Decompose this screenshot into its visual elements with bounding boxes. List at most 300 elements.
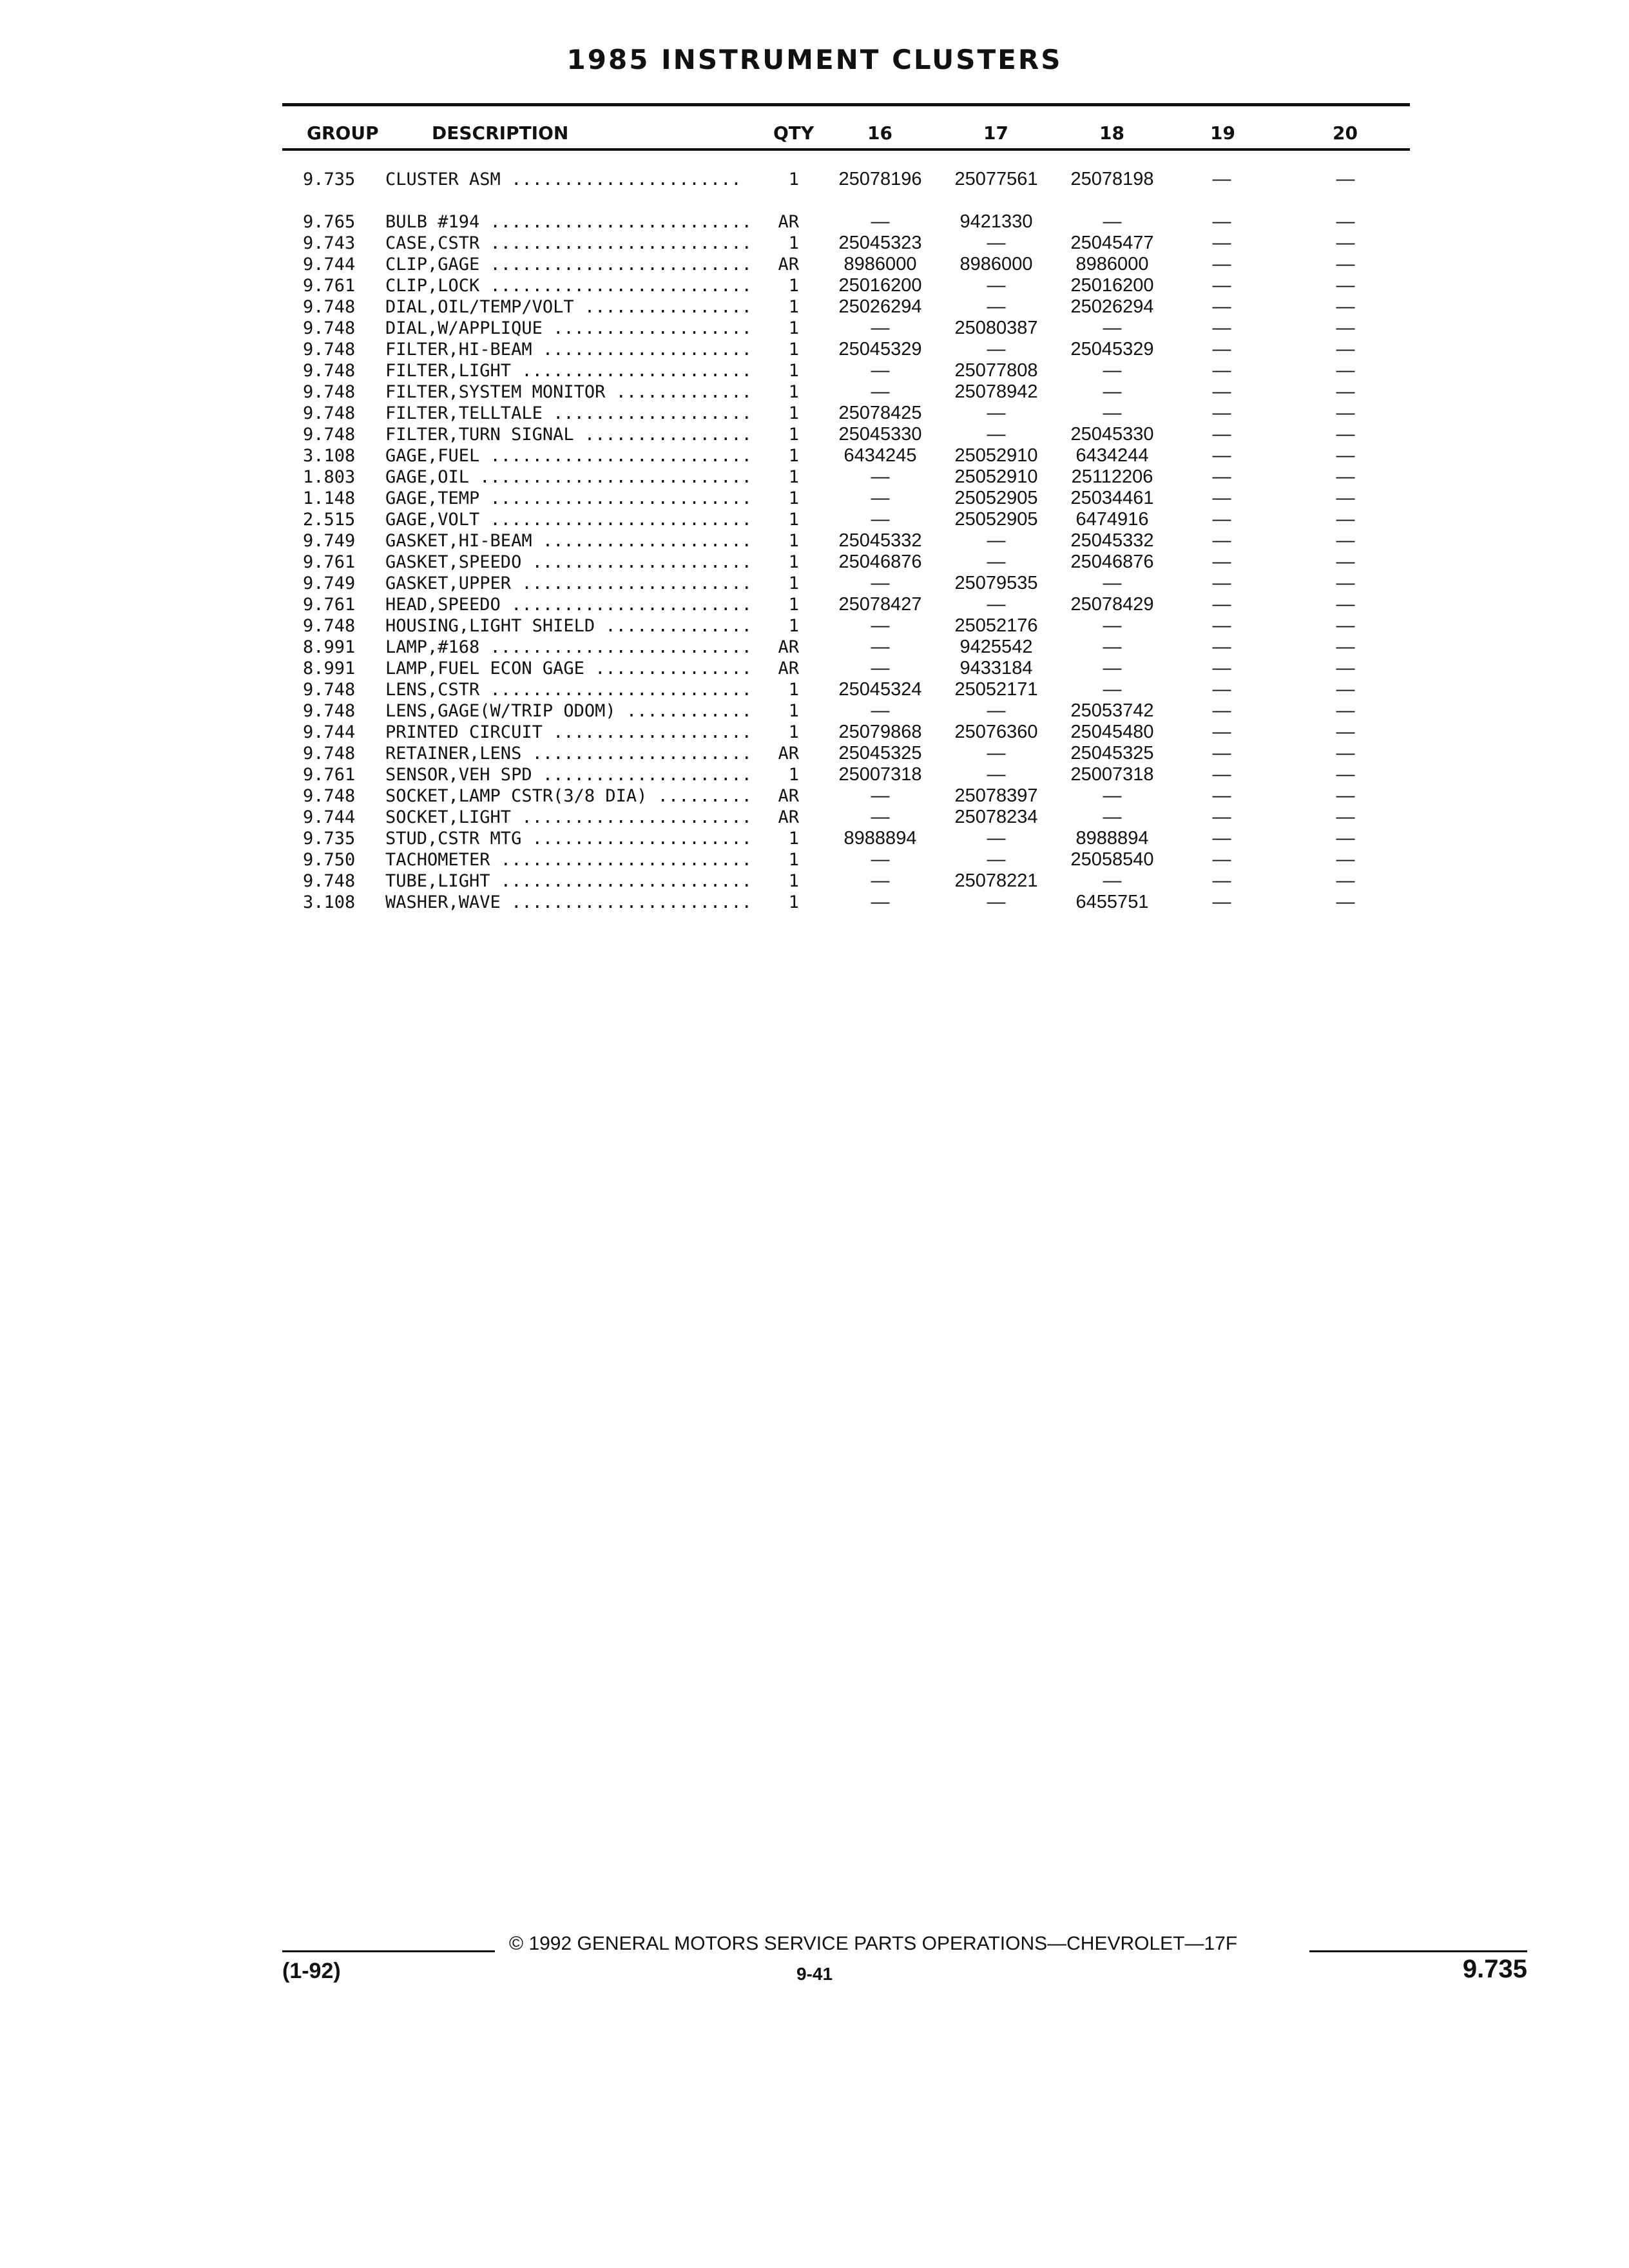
part-col-17: 25079535 — [954, 573, 1038, 593]
part-col-16: 25078425 — [838, 403, 922, 423]
part-col-18: 25046876 — [1070, 552, 1154, 572]
part-col-17: 25078221 — [954, 870, 1038, 891]
part-col-16: 25046876 — [838, 552, 922, 572]
part-group: 9.748 — [303, 680, 356, 700]
table-row — [0, 870, 1629, 892]
part-col-19: — — [1212, 679, 1231, 700]
part-col-18: — — [1103, 381, 1122, 402]
part-group: 3.108 — [303, 892, 356, 912]
part-col-16: — — [871, 700, 890, 721]
table-row — [0, 573, 1629, 594]
part-col-18: — — [1103, 637, 1122, 657]
part-col-18: 25053742 — [1070, 700, 1154, 721]
part-col-20: — — [1336, 254, 1355, 274]
part-col-19: — — [1212, 275, 1231, 296]
part-qty: 1 — [788, 361, 799, 381]
part-group: 9.744 — [303, 722, 356, 742]
part-col-17: — — [987, 403, 1006, 423]
part-description: LAMP,#168 ......................... — [385, 637, 752, 657]
part-col-16: 25045330 — [838, 424, 922, 445]
part-col-17: — — [987, 296, 1006, 317]
part-group: 9.735 — [303, 169, 356, 189]
part-col-18: 25112206 — [1071, 466, 1153, 487]
table-row — [0, 594, 1629, 615]
part-col-20: — — [1336, 169, 1355, 189]
part-col-17: — — [987, 892, 1006, 912]
part-col-17: — — [987, 849, 1006, 870]
table-row — [0, 509, 1629, 530]
part-col-18: 6434244 — [1075, 445, 1149, 466]
part-col-19: — — [1212, 828, 1231, 849]
part-col-17: 9421330 — [959, 211, 1033, 232]
part-col-17: — — [987, 530, 1006, 551]
part-col-18: 25078429 — [1070, 594, 1154, 615]
table-row — [0, 169, 1629, 190]
part-group: 9.749 — [303, 573, 356, 593]
part-description: HOUSING,LIGHT SHIELD .............. — [385, 616, 752, 636]
part-col-17: 25052171 — [954, 679, 1038, 700]
part-col-18: 25034461 — [1070, 488, 1154, 508]
part-col-16: 25045323 — [838, 233, 922, 253]
part-qty: 1 — [788, 467, 799, 487]
table-row — [0, 785, 1629, 807]
part-col-20: — — [1336, 424, 1355, 445]
part-qty: 1 — [788, 616, 799, 636]
part-col-17: 25080387 — [954, 318, 1038, 338]
part-col-17: — — [987, 275, 1006, 296]
part-col-16: 6434245 — [843, 445, 917, 466]
part-col-18: 6474916 — [1075, 509, 1149, 530]
part-col-16: — — [871, 785, 890, 806]
part-qty: 1 — [788, 318, 799, 338]
part-col-18: 25058540 — [1070, 849, 1154, 870]
part-col-20: — — [1336, 403, 1355, 423]
part-col-18: — — [1103, 403, 1122, 423]
part-description: LENS,CSTR ......................... — [385, 680, 752, 700]
part-col-20: — — [1336, 552, 1355, 572]
part-col-17: — — [987, 594, 1006, 615]
table-row — [0, 254, 1629, 275]
part-group: 9.748 — [303, 297, 356, 317]
part-col-17: 25078942 — [954, 381, 1038, 402]
part-col-19: — — [1212, 743, 1231, 764]
part-col-20: — — [1336, 488, 1355, 508]
part-col-18: 25007318 — [1070, 764, 1154, 785]
part-col-18: 25045477 — [1070, 233, 1154, 253]
part-col-19: — — [1212, 339, 1231, 360]
part-col-16: — — [871, 318, 890, 338]
part-col-20: — — [1336, 764, 1355, 785]
part-group: 9.748 — [303, 382, 356, 402]
part-col-19: — — [1212, 381, 1231, 402]
part-col-19: — — [1212, 700, 1231, 721]
part-col-20: — — [1336, 573, 1355, 593]
header-qty: QTY — [773, 122, 815, 144]
part-qty: 1 — [788, 340, 799, 360]
part-qty: AR — [778, 807, 799, 827]
part-col-18: 25045325 — [1070, 743, 1154, 764]
part-col-20: — — [1336, 658, 1355, 678]
part-col-17: 25078234 — [954, 807, 1038, 827]
part-col-18: 6455751 — [1075, 892, 1149, 912]
header-col-19: 19 — [1210, 122, 1235, 144]
part-description: DIAL,W/APPLIQUE ................... — [385, 318, 752, 338]
part-col-16: 25078427 — [838, 594, 922, 615]
part-col-18: 25026294 — [1070, 296, 1154, 317]
part-qty: AR — [778, 658, 799, 678]
table-row — [0, 807, 1629, 828]
part-col-16: — — [871, 870, 890, 891]
table-row — [0, 892, 1629, 913]
part-col-16: — — [871, 509, 890, 530]
part-col-16: 25045324 — [838, 679, 922, 700]
part-qty: 1 — [788, 403, 799, 423]
part-col-16: 25007318 — [838, 764, 922, 785]
part-description: SOCKET,LAMP CSTR(3/8 DIA) ......... — [385, 786, 752, 806]
part-group: 9.744 — [303, 807, 356, 827]
part-col-18: 25045332 — [1070, 530, 1154, 551]
part-group: 9.749 — [303, 531, 356, 551]
part-col-20: — — [1336, 785, 1355, 806]
part-description: FILTER,SYSTEM MONITOR ............. — [385, 382, 752, 402]
part-qty: 1 — [788, 850, 799, 870]
part-group: 9.744 — [303, 255, 356, 274]
part-qty: 1 — [788, 488, 799, 508]
part-description: SOCKET,LIGHT ...................... — [385, 807, 752, 827]
part-col-16: 25026294 — [838, 296, 922, 317]
part-group: 9.748 — [303, 318, 356, 338]
table-row — [0, 403, 1629, 424]
part-col-17: 8986000 — [959, 254, 1033, 274]
table-row — [0, 530, 1629, 552]
part-col-20: — — [1336, 339, 1355, 360]
part-qty: AR — [778, 744, 799, 764]
part-description: FILTER,LIGHT ...................... — [385, 361, 752, 381]
part-col-20: — — [1336, 892, 1355, 912]
part-col-16: — — [871, 615, 890, 636]
part-col-18: 25016200 — [1070, 275, 1154, 296]
part-col-16: — — [871, 637, 890, 657]
part-qty: 1 — [788, 233, 799, 253]
part-col-19: — — [1212, 573, 1231, 593]
part-col-17: — — [987, 700, 1006, 721]
part-col-16: 25045325 — [838, 743, 922, 764]
part-group: 9.748 — [303, 701, 356, 721]
part-col-19: — — [1212, 530, 1231, 551]
part-col-18: 8988894 — [1075, 828, 1149, 849]
part-col-19: — — [1212, 892, 1231, 912]
part-col-17: 25052176 — [954, 615, 1038, 636]
part-description: CLIP,LOCK ......................... — [385, 276, 752, 296]
part-col-17: — — [987, 233, 1006, 253]
part-description: FILTER,TURN SIGNAL ................ — [385, 425, 752, 445]
table-row — [0, 722, 1629, 743]
table-row — [0, 381, 1629, 403]
part-col-19: — — [1212, 254, 1231, 274]
part-col-18: — — [1103, 360, 1122, 381]
part-col-20: — — [1336, 743, 1355, 764]
table-row — [0, 743, 1629, 764]
table-row — [0, 296, 1629, 318]
footer-rule-right — [1309, 1950, 1527, 1952]
part-col-17: 25052905 — [954, 509, 1038, 530]
header-rule — [282, 148, 1410, 151]
header-col-16: 16 — [867, 122, 892, 144]
part-description: FILTER,TELLTALE ................... — [385, 403, 752, 423]
part-group: 9.761 — [303, 765, 356, 785]
part-col-16: — — [871, 658, 890, 678]
table-row — [0, 637, 1629, 658]
part-col-16: — — [871, 849, 890, 870]
part-col-17: 25052910 — [954, 466, 1038, 487]
part-col-19: — — [1212, 615, 1231, 636]
table-row — [0, 700, 1629, 722]
part-col-19: — — [1212, 594, 1231, 615]
table-row — [0, 424, 1629, 445]
part-col-19: — — [1212, 318, 1231, 338]
part-col-16: 25045329 — [838, 339, 922, 360]
part-col-20: — — [1336, 828, 1355, 849]
part-col-16: — — [871, 466, 890, 487]
part-description: TACHOMETER ........................ — [385, 850, 752, 870]
part-col-19: — — [1212, 445, 1231, 466]
part-description: GAGE,FUEL ......................... — [385, 446, 752, 466]
table-row — [0, 360, 1629, 381]
part-group: 3.108 — [303, 446, 356, 466]
part-group: 9.761 — [303, 276, 356, 296]
top-rule — [282, 103, 1410, 106]
part-col-16: 25016200 — [838, 275, 922, 296]
part-col-20: — — [1336, 615, 1355, 636]
part-col-17: — — [987, 424, 1006, 445]
part-col-18: 25045480 — [1070, 722, 1154, 742]
part-col-20: — — [1336, 637, 1355, 657]
table-row — [0, 849, 1629, 870]
part-group: 9.765 — [303, 212, 356, 232]
part-col-18: — — [1103, 870, 1122, 891]
part-group: 9.748 — [303, 425, 356, 445]
part-col-19: — — [1212, 488, 1231, 508]
part-group: 8.991 — [303, 637, 356, 657]
part-col-19: — — [1212, 870, 1231, 891]
table-row — [0, 679, 1629, 700]
part-col-19: — — [1212, 169, 1231, 189]
part-group: 9.735 — [303, 829, 356, 849]
part-col-16: — — [871, 807, 890, 827]
part-col-20: — — [1336, 360, 1355, 381]
part-group: 1.148 — [303, 488, 356, 508]
part-col-19: — — [1212, 466, 1231, 487]
part-qty: AR — [778, 212, 799, 232]
part-col-18: — — [1103, 318, 1122, 338]
part-col-16: 25078196 — [838, 169, 922, 189]
part-col-19: — — [1212, 296, 1231, 317]
table-row — [0, 211, 1629, 233]
part-col-17: — — [987, 828, 1006, 849]
part-description: GAGE,OIL .......................... — [385, 467, 752, 487]
part-description: LAMP,FUEL ECON GAGE ............... — [385, 658, 752, 678]
part-qty: 1 — [788, 595, 799, 615]
part-col-20: — — [1336, 679, 1355, 700]
part-col-17: 25076360 — [954, 722, 1038, 742]
part-group: 9.748 — [303, 786, 356, 806]
part-qty: 1 — [788, 765, 799, 785]
table-row — [0, 466, 1629, 488]
part-qty: 1 — [788, 829, 799, 849]
part-qty: 1 — [788, 510, 799, 530]
part-col-19: — — [1212, 807, 1231, 827]
part-col-20: — — [1336, 509, 1355, 530]
table-row — [0, 318, 1629, 339]
part-group: 9.748 — [303, 340, 356, 360]
part-col-20: — — [1336, 275, 1355, 296]
part-col-16: — — [871, 892, 890, 912]
part-qty: 1 — [788, 892, 799, 912]
part-col-18: — — [1103, 679, 1122, 700]
part-col-17: — — [987, 552, 1006, 572]
part-col-16: — — [871, 573, 890, 593]
part-col-20: — — [1336, 233, 1355, 253]
part-col-20: — — [1336, 296, 1355, 317]
part-col-18: 25045329 — [1070, 339, 1154, 360]
part-col-16: — — [871, 488, 890, 508]
part-description: TUBE,LIGHT ........................ — [385, 871, 752, 891]
part-col-17: 25077808 — [954, 360, 1038, 381]
table-row — [0, 339, 1629, 360]
part-col-18: — — [1103, 658, 1122, 678]
part-col-16: 8988894 — [843, 828, 917, 849]
part-qty: 1 — [788, 531, 799, 551]
part-col-18: — — [1103, 807, 1122, 827]
part-col-20: — — [1336, 530, 1355, 551]
part-col-18: — — [1103, 785, 1122, 806]
footer-section-number: 9.735 — [1462, 1955, 1527, 1983]
page-title: 1985 INSTRUMENT CLUSTERS — [566, 44, 1063, 75]
footer-copyright: © 1992 GENERAL MOTORS SERVICE PARTS OPERATIONS—CHEVROLET—17F — [509, 1933, 1238, 1954]
part-col-16: 25045332 — [838, 530, 922, 551]
part-description: DIAL,OIL/TEMP/VOLT ................ — [385, 297, 752, 317]
header-group: GROUP — [307, 122, 379, 144]
part-col-19: — — [1212, 233, 1231, 253]
part-qty: 1 — [788, 871, 799, 891]
part-description: BULB #194 ......................... — [385, 212, 752, 232]
part-qty: AR — [778, 637, 799, 657]
part-col-16: — — [871, 211, 890, 232]
part-col-16: — — [871, 360, 890, 381]
part-col-20: — — [1336, 807, 1355, 827]
part-description: GAGE,TEMP ......................... — [385, 488, 752, 508]
part-col-19: — — [1212, 785, 1231, 806]
part-group: 9.761 — [303, 552, 356, 572]
part-group: 9.748 — [303, 361, 356, 381]
part-description: RETAINER,LENS ..................... — [385, 744, 752, 764]
part-description: GASKET,HI-BEAM .................... — [385, 531, 752, 551]
part-col-18: 8986000 — [1075, 254, 1149, 274]
part-col-18: 25078198 — [1070, 169, 1154, 189]
header-col-17: 17 — [983, 122, 1008, 144]
part-group: 9.750 — [303, 850, 356, 870]
part-group: 9.748 — [303, 616, 356, 636]
part-col-20: — — [1336, 318, 1355, 338]
table-row — [0, 764, 1629, 785]
part-col-16: 25079868 — [838, 722, 922, 742]
part-description: CLIP,GAGE ......................... — [385, 255, 752, 274]
part-description: GASKET,UPPER ...................... — [385, 573, 752, 593]
part-description: HEAD,SPEEDO ....................... — [385, 595, 752, 615]
table-row — [0, 828, 1629, 849]
part-group: 2.515 — [303, 510, 356, 530]
table-header — [282, 122, 1410, 148]
part-col-19: — — [1212, 849, 1231, 870]
part-qty: 1 — [788, 701, 799, 721]
header-description: DESCRIPTION — [432, 122, 569, 144]
table-row — [0, 445, 1629, 466]
header-col-18: 18 — [1099, 122, 1124, 144]
part-qty: 1 — [788, 425, 799, 445]
part-col-19: — — [1212, 211, 1231, 232]
part-qty: 1 — [788, 446, 799, 466]
part-group: 1.803 — [303, 467, 356, 487]
part-qty: 1 — [788, 276, 799, 296]
part-qty: AR — [778, 786, 799, 806]
part-col-17: 25077561 — [954, 169, 1038, 189]
part-qty: 1 — [788, 573, 799, 593]
part-col-19: — — [1212, 637, 1231, 657]
part-col-17: 9425542 — [959, 637, 1033, 657]
part-description: CASE,CSTR ......................... — [385, 233, 752, 253]
part-col-20: — — [1336, 466, 1355, 487]
part-col-20: — — [1336, 445, 1355, 466]
part-col-18: — — [1103, 211, 1122, 232]
part-col-20: — — [1336, 381, 1355, 402]
part-qty: 1 — [788, 680, 799, 700]
part-description: SENSOR,VEH SPD .................... — [385, 765, 752, 785]
table-row — [0, 488, 1629, 509]
part-col-19: — — [1212, 424, 1231, 445]
part-col-19: — — [1212, 360, 1231, 381]
part-qty: 1 — [788, 169, 799, 189]
part-group: 9.748 — [303, 744, 356, 764]
part-col-18: 25045330 — [1070, 424, 1154, 445]
part-col-20: — — [1336, 211, 1355, 232]
part-col-19: — — [1212, 552, 1231, 572]
part-group: 9.748 — [303, 403, 356, 423]
part-description: PRINTED CIRCUIT ................... — [385, 722, 752, 742]
part-description: WASHER,WAVE ....................... — [385, 892, 752, 912]
part-description: FILTER,HI-BEAM .................... — [385, 340, 752, 360]
part-col-19: — — [1212, 722, 1231, 742]
table-row — [0, 615, 1629, 637]
header-col-20: 20 — [1333, 122, 1358, 144]
part-col-19: — — [1212, 403, 1231, 423]
part-col-17: 25052910 — [954, 445, 1038, 466]
part-col-17: 25052905 — [954, 488, 1038, 508]
part-col-17: — — [987, 339, 1006, 360]
footer-page-number: 9-41 — [796, 1964, 833, 1984]
part-col-20: — — [1336, 722, 1355, 742]
footer-rule-left — [282, 1950, 495, 1952]
table-row — [0, 658, 1629, 679]
part-group: 8.991 — [303, 658, 356, 678]
part-col-19: — — [1212, 509, 1231, 530]
part-col-17: — — [987, 743, 1006, 764]
part-description: LENS,GAGE(W/TRIP ODOM) ............ — [385, 701, 752, 721]
table-row — [0, 552, 1629, 573]
part-col-20: — — [1336, 700, 1355, 721]
part-col-18: — — [1103, 573, 1122, 593]
part-col-20: — — [1336, 849, 1355, 870]
part-description: CLUSTER ASM ...................... — [385, 169, 742, 189]
